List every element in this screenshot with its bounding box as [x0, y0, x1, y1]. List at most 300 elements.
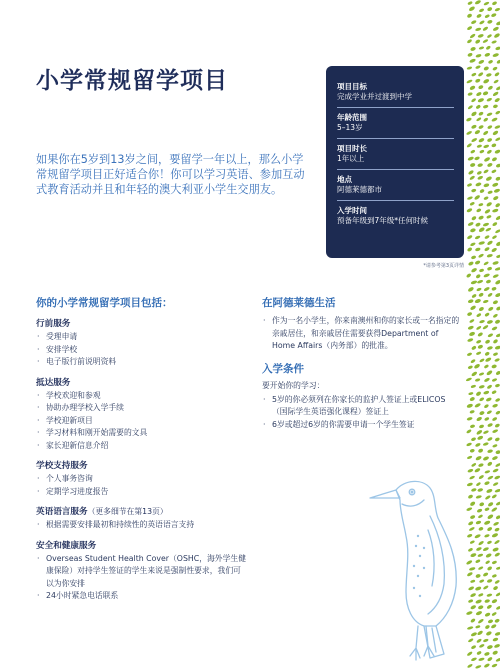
border-dot [493, 585, 499, 590]
border-dot [476, 546, 483, 551]
border-dot [469, 85, 476, 91]
border-dot [484, 14, 490, 19]
border-dot [475, 665, 482, 670]
border-dot [471, 137, 478, 142]
border-dot [474, 534, 481, 539]
border-dot [484, 651, 490, 656]
entry-list [262, 394, 460, 432]
border-dot [478, 84, 484, 89]
border-dot [475, 391, 481, 397]
border-dot [484, 663, 491, 669]
border-dot [471, 20, 477, 25]
border-dot [492, 66, 498, 71]
living-entry-column [262, 295, 460, 431]
border-dot [478, 253, 484, 258]
border-dot [493, 352, 499, 357]
border-dot [474, 467, 481, 473]
border-dot [479, 20, 485, 25]
border-dot [485, 339, 491, 344]
border-dot [487, 320, 494, 325]
border-dot [487, 333, 493, 338]
border-dot [483, 1, 489, 6]
border-dot [467, 312, 473, 317]
border-dot [470, 448, 476, 453]
border-dot [466, 143, 472, 149]
border-dot [485, 227, 492, 232]
border-dot [477, 175, 484, 180]
border-dot [492, 429, 499, 434]
border-dot [478, 593, 484, 597]
border-dot [491, 612, 497, 617]
border-dot [482, 547, 489, 552]
includes-heading: 你的小学常规留学项目包括： [36, 297, 173, 309]
border-dot [468, 392, 474, 396]
border-dot [486, 410, 492, 415]
section-heading [36, 505, 246, 517]
border-dot [492, 403, 498, 408]
section-note: （更多细节在第13页） [87, 507, 168, 516]
border-dot [470, 163, 476, 168]
border-dot [467, 286, 474, 292]
border-dot [492, 182, 499, 187]
border-dot [477, 163, 483, 168]
border-dot [482, 130, 488, 136]
border-dot [494, 7, 500, 11]
border-dot [492, 1, 498, 6]
border-dot [466, 429, 472, 434]
border-dot [470, 359, 476, 364]
border-dot [471, 462, 477, 467]
border-dot [488, 59, 494, 64]
section-list [36, 519, 246, 532]
border-dot [495, 176, 500, 181]
border-dot [483, 183, 490, 188]
border-dot [471, 215, 477, 221]
border-dot [467, 92, 473, 96]
border-dot [478, 59, 485, 65]
border-dot [475, 65, 481, 70]
border-dot [493, 79, 499, 84]
border-dot [479, 579, 485, 583]
border-dot [494, 125, 500, 130]
border-dot [466, 66, 472, 70]
border-dot [469, 318, 475, 323]
entry-lead: 要开始你的学习： [262, 380, 325, 390]
border-dot [483, 104, 489, 109]
border-dot [476, 170, 482, 175]
border-dot [475, 104, 481, 109]
border-dot [495, 241, 500, 247]
border-dot [484, 481, 490, 486]
border-dot [492, 468, 499, 473]
border-dot [486, 397, 493, 402]
border-dot [467, 183, 473, 187]
border-dot [477, 553, 483, 557]
border-dot [487, 449, 493, 454]
border-dot [466, 403, 473, 408]
border-dot [492, 650, 498, 655]
border-dot [482, 324, 489, 330]
border-dot [471, 98, 477, 103]
border-dot [483, 638, 489, 643]
list-item: · 5岁的你必须列在你家长的监护人签证上或ELICOS（国际学生英语强化课程）签证上 [262, 394, 460, 419]
border-dot [491, 117, 498, 122]
border-dot [487, 34, 493, 39]
border-dot [491, 364, 497, 369]
info-value: 阿德莱德都市 [337, 185, 454, 201]
border-dot [471, 255, 477, 260]
border-dot [476, 508, 482, 513]
border-dot [492, 222, 498, 227]
border-dot [466, 13, 472, 19]
border-dot [470, 149, 476, 154]
border-dot [478, 46, 484, 50]
border-dot [494, 618, 500, 623]
border-dot [495, 410, 500, 415]
border-dot [476, 13, 482, 18]
info-item [337, 206, 454, 231]
border-dot [495, 462, 500, 467]
border-dot [467, 325, 474, 330]
border-dot [471, 293, 477, 298]
border-dot [476, 482, 482, 487]
border-dot [474, 0, 481, 5]
border-dot [467, 468, 473, 473]
border-dot [491, 663, 497, 668]
border-dot [491, 532, 498, 538]
border-dot [494, 643, 500, 648]
border-dot [477, 97, 484, 103]
border-dot [484, 520, 491, 526]
border-dot [471, 72, 477, 77]
program-info-box [326, 66, 464, 258]
border-dot [466, 208, 473, 213]
border-dot [466, 442, 472, 447]
border-dot [475, 54, 481, 58]
list-item: · 安排学校 [36, 344, 246, 357]
border-dot [467, 365, 473, 370]
border-dot [467, 235, 473, 240]
info-item [337, 175, 454, 201]
border-dot [483, 442, 489, 447]
border-dot [469, 175, 475, 181]
list-item: · 学习材料和刚开始需要的文具 [36, 427, 246, 440]
border-dot [478, 514, 484, 519]
list-item: · 24小时紧急电话联系 [36, 590, 246, 603]
border-dot [471, 645, 477, 650]
border-dot [492, 482, 498, 487]
border-dot [475, 78, 481, 83]
border-dot [494, 97, 500, 103]
border-dot [495, 229, 500, 234]
border-dot [483, 78, 490, 84]
border-dot [469, 201, 475, 206]
border-dot [484, 208, 491, 214]
border-dot [484, 507, 490, 512]
border-dot [494, 631, 500, 636]
border-dot [487, 619, 493, 624]
info-label: 项目时长 [337, 144, 367, 153]
border-dot [494, 488, 500, 493]
border-dot [486, 279, 492, 284]
border-dot [469, 396, 475, 402]
info-item [337, 113, 454, 139]
border-dot [487, 19, 493, 24]
border-dot [487, 644, 494, 649]
border-dot [495, 345, 500, 350]
list-item: · 受理申请 [36, 331, 246, 344]
border-dot [474, 129, 481, 135]
border-dot [475, 610, 482, 616]
border-dot [487, 240, 494, 246]
border-dot [475, 520, 481, 525]
border-dot [492, 53, 499, 58]
border-dot [495, 450, 500, 455]
border-dot [491, 143, 497, 148]
border-dot [468, 169, 475, 175]
border-dot [470, 305, 477, 311]
border-dot [471, 657, 478, 662]
border-dot [471, 111, 478, 117]
border-dot [491, 494, 497, 499]
border-dot [487, 436, 493, 441]
border-dot [478, 137, 485, 143]
border-dot [491, 624, 497, 629]
border-dot [487, 526, 493, 532]
border-dot [466, 130, 472, 135]
border-dot [492, 637, 498, 642]
border-dot [484, 470, 490, 474]
border-dot [476, 287, 482, 292]
border-dot [495, 292, 500, 298]
border-dot [470, 632, 477, 637]
border-dot [483, 585, 489, 590]
border-dot [492, 455, 499, 460]
border-dot [492, 444, 498, 448]
border-dot [486, 593, 492, 597]
info-value: 完成学业并过渡到中学 [337, 92, 454, 108]
border-dot [487, 579, 493, 584]
border-dot [476, 416, 483, 422]
border-dot [476, 495, 483, 499]
border-dot [483, 261, 489, 266]
border-dot [495, 215, 500, 221]
border-dot [486, 112, 492, 117]
border-dot [478, 474, 484, 479]
border-dot [474, 260, 480, 265]
border-dot [494, 552, 500, 557]
border-dot [485, 553, 492, 559]
list-item: · 根据需要安排最初和持续性的英语语言支持 [36, 519, 246, 532]
border-dot [475, 247, 481, 252]
border-dot [470, 424, 476, 428]
border-dot [467, 221, 474, 226]
magpie-illustration-icon [366, 476, 471, 666]
border-dot [478, 306, 484, 312]
border-dot [476, 651, 482, 656]
includes-sections [36, 317, 246, 603]
border-dot [487, 292, 493, 297]
border-dot [495, 46, 500, 51]
border-dot [491, 13, 497, 18]
border-dot [494, 423, 500, 428]
border-dot [491, 326, 498, 331]
border-dot [484, 612, 491, 617]
border-dot [491, 287, 497, 292]
border-dot [476, 339, 482, 344]
border-dot [471, 188, 477, 192]
border-dot [496, 59, 500, 64]
border-dot [467, 52, 473, 57]
border-dot [476, 208, 482, 213]
border-dot [471, 124, 477, 129]
border-dot [470, 242, 476, 247]
border-dot [470, 46, 476, 51]
list-item: · 学校迎新项目 [36, 415, 246, 428]
border-dot [494, 580, 500, 585]
info-label: 年龄范围 [337, 113, 367, 122]
border-dot [478, 292, 484, 297]
border-dot [466, 117, 472, 122]
border-dot [496, 605, 500, 610]
border-dot [479, 188, 485, 193]
border-dot [484, 534, 490, 538]
border-dot [483, 273, 490, 278]
border-dot [469, 58, 476, 63]
info-label: 地点 [337, 175, 352, 184]
section-list [36, 331, 246, 369]
border-dot [476, 91, 482, 96]
border-dot [482, 39, 488, 44]
border-dot [477, 630, 484, 636]
border-dot [486, 201, 493, 207]
border-dot [484, 377, 491, 382]
border-dot [494, 319, 500, 325]
border-dot [487, 566, 493, 572]
section-heading [36, 376, 246, 388]
border-dot [484, 235, 490, 240]
border-dot [487, 346, 493, 351]
border-dot [475, 573, 481, 578]
border-dot [477, 344, 483, 349]
border-dot [484, 364, 490, 369]
border-dot [487, 423, 493, 428]
border-dot [494, 72, 500, 77]
border-dot [482, 91, 488, 96]
border-dot [496, 566, 500, 570]
intro-paragraph: 如果你在5岁到13岁之间，要留学一年以上，那么小学常规留学项目正好适合你！你可以学习英语、参加互动式教育活动并且和年轻的澳大利亚小学生交朋友。 [36, 153, 305, 196]
border-dot [483, 144, 489, 149]
section-heading [36, 459, 246, 471]
border-dot [482, 572, 488, 577]
border-dot [479, 319, 485, 323]
list-item: · 协助办理学校入学手续 [36, 402, 246, 415]
border-dot [479, 502, 485, 507]
border-dot [467, 39, 473, 44]
border-dot [478, 540, 485, 546]
border-dot [475, 27, 482, 31]
info-label: 入学时间 [337, 206, 367, 215]
border-dot [492, 130, 499, 136]
border-dot [484, 417, 490, 422]
info-value: 预备年级到7年级*任何时候 [337, 216, 429, 225]
border-dot [496, 306, 500, 311]
border-dot [471, 371, 478, 377]
section-title: 安全和健康服务 [36, 540, 97, 551]
border-dot [478, 463, 484, 468]
border-dot [479, 385, 485, 389]
border-dot [491, 157, 497, 162]
border-dot [476, 117, 482, 122]
border-dot [476, 638, 482, 644]
border-dot [470, 280, 477, 285]
border-dot [486, 253, 493, 258]
border-dot [478, 227, 485, 233]
border-dot [467, 1, 473, 6]
border-dot [478, 566, 484, 571]
border-dot [485, 357, 492, 363]
border-dot [477, 488, 483, 493]
border-dot [492, 574, 497, 578]
living-heading: 在阿德莱德生活 [262, 297, 336, 309]
border-dot [470, 228, 476, 233]
border-dot [479, 8, 485, 13]
border-dot [471, 267, 478, 273]
section-heading [36, 317, 246, 329]
living-list [262, 315, 460, 353]
info-item [337, 82, 454, 108]
list-item: · 学校欢迎和参观 [36, 390, 246, 403]
border-dot [477, 279, 484, 284]
border-dot [478, 605, 484, 610]
border-dot [483, 196, 489, 201]
border-dot [476, 351, 482, 355]
border-dot [483, 404, 489, 409]
border-dot [494, 475, 500, 480]
section-list [36, 390, 246, 453]
border-dot [475, 378, 481, 382]
border-dot [487, 540, 493, 545]
border-dot [487, 190, 493, 194]
border-dot [495, 267, 500, 272]
border-dot [476, 313, 482, 318]
border-dot [486, 73, 492, 78]
border-dot [494, 358, 500, 363]
border-dot [486, 384, 492, 389]
border-dot [492, 208, 499, 213]
border-dot [493, 188, 500, 193]
border-dot [479, 424, 485, 429]
border-dot [475, 274, 481, 280]
border-dot [484, 624, 490, 629]
section-title: 学校支持服务 [36, 461, 88, 471]
border-dot [487, 501, 494, 507]
border-dot [467, 352, 473, 356]
border-dot [487, 475, 494, 480]
border-dot [476, 429, 483, 435]
border-dot [475, 442, 481, 447]
border-dot [477, 33, 484, 38]
list-item: · 家长迎新信息介绍 [36, 440, 246, 453]
border-dot [474, 403, 481, 409]
border-dot [486, 215, 492, 219]
border-dot [471, 488, 477, 492]
border-dot [491, 507, 498, 513]
border-dot [475, 39, 481, 45]
border-dot [492, 235, 498, 240]
border-dot [495, 383, 500, 387]
border-dot [491, 247, 498, 253]
